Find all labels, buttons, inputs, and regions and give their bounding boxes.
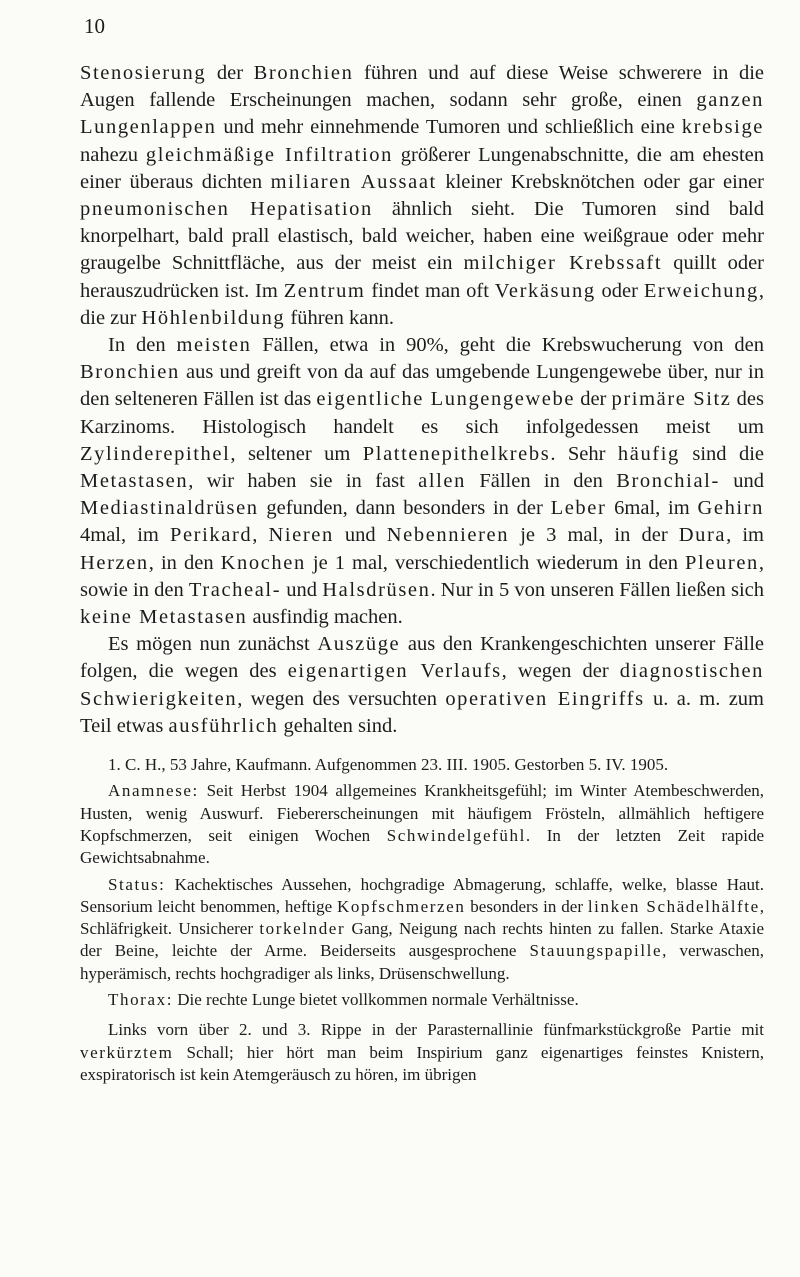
paragraph-1	[80, 60, 764, 332]
emph: Pleuren	[685, 551, 759, 574]
emph: linken Schädelhälfte	[587, 896, 760, 916]
text: , die zur	[80, 279, 764, 329]
emph: Halsdrüsen	[322, 578, 431, 601]
text: Links vorn über 2. und 3. Rippe in der Parasternallinie fünfmarkstückgroße Partie mit	[108, 1020, 764, 1040]
page-body	[80, 60, 764, 1086]
emph: allen	[418, 470, 466, 493]
paragraph-3	[80, 631, 764, 740]
paragraph-2	[80, 332, 764, 631]
emph: Perikard	[169, 524, 253, 547]
text: 6mal, im	[606, 497, 698, 520]
text: findet man oft	[365, 279, 495, 302]
emph: Plattenepithelkrebs	[362, 442, 551, 465]
emph: Herzen	[80, 551, 149, 574]
text: der	[575, 388, 612, 411]
text: Es mögen nun zunächst	[108, 633, 318, 656]
emph: keine Metastasen	[80, 606, 248, 629]
emph: meisten	[176, 334, 252, 357]
text: ausfindig machen.	[247, 606, 403, 629]
text: je 1 mal, verschiedentlich wiederum in den	[305, 551, 686, 574]
text: und	[333, 524, 387, 547]
emph: Zentrum	[283, 279, 366, 302]
text: und mehr einnehmende Tumoren und schließlich eine	[216, 116, 682, 139]
emph: Nebennieren	[386, 524, 510, 547]
text: und	[281, 578, 323, 601]
text: größerer Lungenabschnitte, die am ehesten einer überaus dichten	[80, 143, 765, 193]
text: Fällen in den	[465, 470, 617, 493]
text: sind die	[679, 442, 764, 465]
status-paragraph	[80, 874, 764, 985]
emph: Stauungspapille	[529, 941, 663, 961]
emph: Verkäsung	[494, 279, 596, 302]
text: ,	[252, 524, 269, 547]
emph: milchiger Krebssaft	[463, 252, 663, 275]
text: u. a. m. zum Teil etwas	[80, 687, 764, 737]
text: oder	[595, 279, 644, 302]
section-label: Thorax:	[108, 990, 174, 1010]
text: nahezu	[80, 143, 146, 166]
emph: miliaren Aussaat	[270, 170, 437, 193]
text: und	[719, 470, 764, 493]
emph: Knochen	[220, 551, 306, 574]
text: führen kann.	[285, 306, 395, 329]
emph: eigentliche Lungengewebe	[316, 388, 576, 411]
emph: Leber	[550, 497, 607, 520]
text: , sowie in den	[80, 551, 764, 601]
emph: verkürztem	[80, 1042, 174, 1062]
text: gefunden, dann besonders in der	[258, 497, 551, 520]
text: , seltener um	[230, 442, 363, 465]
text: kleiner Krebsknötchen oder gar einer	[436, 170, 765, 193]
text: . Sehr	[550, 442, 618, 465]
emph: Zylinderepithel	[80, 442, 231, 465]
text: , wir haben sie in fast	[188, 470, 419, 493]
text: Die rechte Lunge bietet vollkommen normale Verhältnisse.	[173, 990, 579, 1010]
emph: Auszüge	[317, 633, 401, 656]
text: Kachektisches Aussehen, hochgradige Abmagerung, schlaffe, welke, blasse Haut. Sensorium leicht benommen, heftige	[80, 874, 764, 916]
emph: Tracheal-	[188, 578, 282, 601]
text: des Karzinoms. Histologisch handelt es sich infolgedessen meist um	[80, 388, 764, 438]
text: , wegen der	[501, 660, 620, 683]
emph: häufig	[617, 442, 680, 465]
emph: gleichmäßige Infiltration	[145, 143, 393, 166]
emph: pneumonischen Hepatisation	[80, 198, 373, 221]
text: je 3 mal, in der	[509, 524, 679, 547]
emph: torkelnder	[259, 919, 346, 939]
text: Schall; hier hört man beim Inspirium ganz eigenartiges feinstes Knistern, exspiratorisch ist kein Atemgeräusch zu hören, im übrigen	[80, 1042, 764, 1084]
emph: Schwindelgefühl	[386, 825, 526, 845]
emph: eigenartigen Verlaufs	[287, 660, 502, 683]
emph: Metastasen	[80, 470, 189, 493]
text: , im	[726, 524, 765, 547]
text: Fällen, etwa in 90%, geht die Krebswucherung von den	[251, 334, 764, 357]
emph: Nieren	[268, 524, 334, 547]
emph: Gehirn	[697, 497, 764, 520]
emph: krebsige	[681, 116, 764, 139]
text: , wegen des versuchten	[237, 687, 446, 710]
links-paragraph	[80, 1019, 764, 1086]
emph: Bronchien	[80, 361, 180, 384]
text: aus und greift von da auf das umgebende Lungengewebe über, nur in den selteneren Fällen ist das	[80, 361, 764, 411]
text: ähnlich sieht. Die Tumoren sind bald knorpelhart, bald prall elastisch, bald weicher, haben eine weißgraue oder mehr graugelbe Schnittfläche, aus der meist ein	[80, 198, 764, 275]
text: , in den	[148, 551, 221, 574]
emph: Kopfschmerzen	[337, 896, 466, 916]
page-number: 10	[84, 14, 105, 38]
emph: Dura	[678, 524, 727, 547]
text: , verwaschen, hyperämisch, rechts hochgradiger als links, Drüsenschwellung.	[80, 941, 764, 983]
emph: Mediastinaldrüsen	[80, 497, 259, 520]
text: führen und auf diese Weise schwerere in die Augen fallende Erscheinungen machen, sodann sehr große, einen	[80, 62, 764, 112]
text: . In der letzten Zeit rapide Gewichtsabnahme.	[80, 825, 764, 868]
emph: Bronchien	[253, 62, 354, 84]
text: gehalten sind.	[278, 714, 398, 737]
thorax-paragraph	[80, 989, 764, 1011]
text: In den	[108, 334, 177, 357]
case-heading: 1. C. H., 53 Jahre, Kaufmann. Aufgenommen 23. III. 1905. Gestorben 5. IV. 1905.	[108, 755, 669, 775]
emph: ganzen Lungenlappen	[80, 89, 764, 139]
text: besonders in der	[465, 896, 588, 916]
emph: Stenosierung	[80, 62, 207, 84]
emph: primäre Sitz	[611, 388, 732, 411]
emph: ausführlich	[168, 714, 279, 737]
emph: operativen Eingriffs	[445, 687, 645, 710]
text: quillt oder herauszudrücken ist. Im	[80, 252, 764, 302]
text: 4mal, im	[80, 524, 170, 547]
emph: Bronchial-	[616, 470, 720, 493]
section-label: Status:	[108, 874, 166, 894]
anamnese-paragraph	[80, 780, 764, 869]
section-label: Anamnese:	[108, 781, 199, 801]
text: Seit Herbst 1904 allgemeines Krankheitsgefühl; im Winter Atembeschwerden, Husten, wenig Auswurf. Fiebererscheinungen mit häufigem Frösteln, allmählich heftigere Kopfschmerzen, seit einigen Wochen	[80, 781, 764, 845]
text: aus den Krankengeschichten unserer Fälle folgen, die wegen des	[80, 633, 765, 683]
emph: Erweichung	[643, 279, 759, 302]
text: , Schläfrigkeit. Unsicherer	[80, 896, 764, 939]
emph: diagnostischen Schwierigkeiten	[80, 660, 764, 710]
emph: Höhlenbildung	[141, 306, 286, 329]
text: der	[206, 62, 254, 84]
text: Gang, Neigung nach rechts hinten zu fallen. Starke Ataxie der Beine, leichte der Arme. Beiderseits ausgesprochene	[80, 919, 764, 961]
text: . Nur in 5 von unseren Fällen ließen sich	[430, 578, 765, 601]
